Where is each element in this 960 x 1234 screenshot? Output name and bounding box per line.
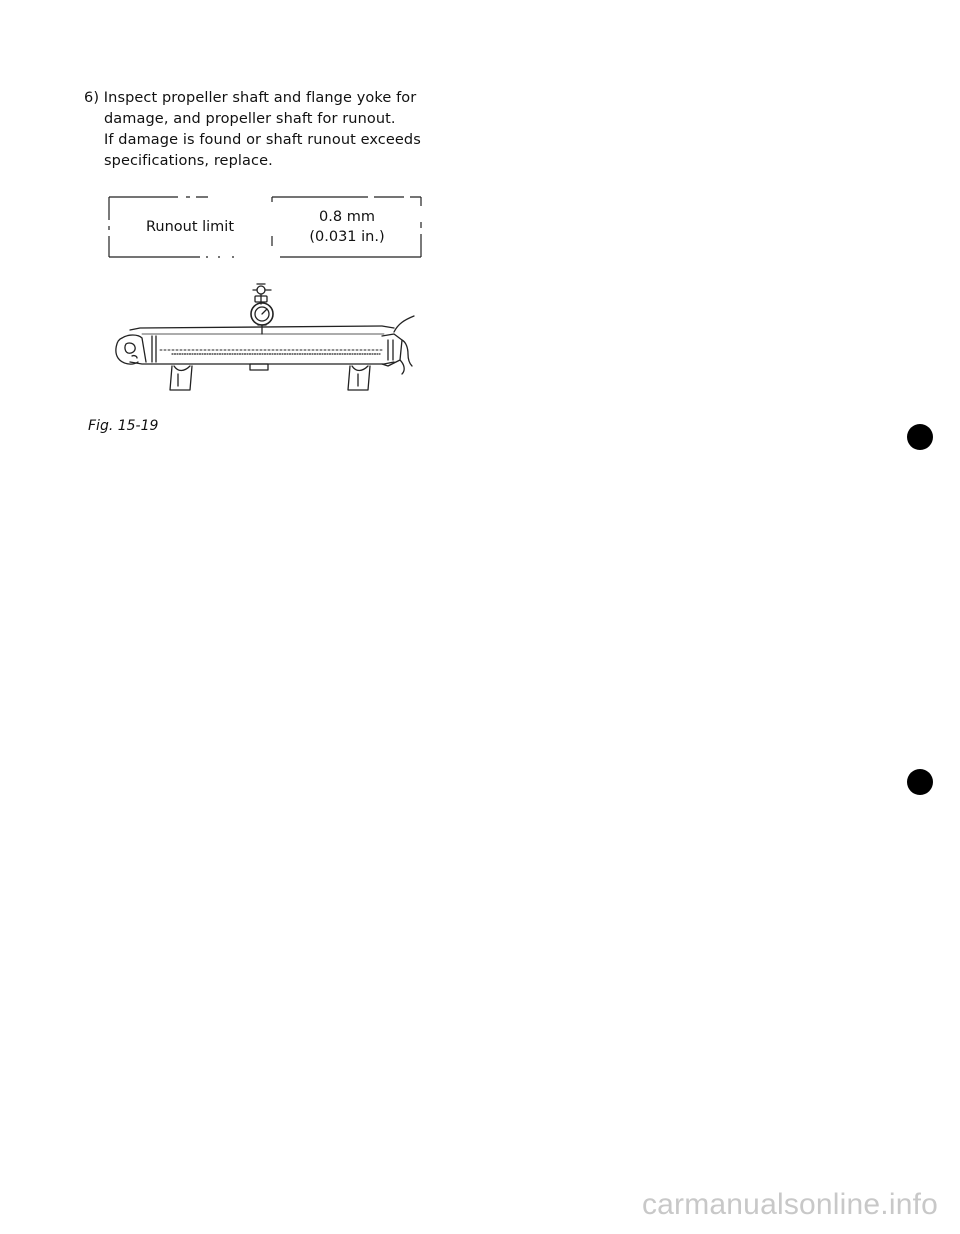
instruction-text: [84, 88, 454, 172]
runout-limit-metric: 0.8 mm: [319, 209, 375, 225]
runout-limit-imperial: (0.031 in.): [309, 229, 385, 245]
site-watermark: carmanualsonline.info: [641, 1188, 938, 1221]
instruction-line-4: specifications, replace.: [104, 153, 273, 169]
spec-table: [108, 196, 422, 258]
runout-limit-value: [272, 196, 422, 258]
figure-caption: Fig. 15-19: [88, 418, 159, 434]
margin-bullet-bottom: [907, 769, 933, 795]
margin-bullet-top: [907, 424, 933, 450]
instruction-line-1: 6) Inspect propeller shaft and flange yoke for: [84, 90, 417, 106]
instruction-line-2: damage, and propeller shaft for runout.: [104, 111, 396, 127]
runout-limit-label: Runout limit: [145, 219, 235, 235]
propeller-shaft-runout-illustration: [112, 278, 422, 400]
instruction-line-3: If damage is found or shaft runout exceeds: [104, 132, 421, 148]
